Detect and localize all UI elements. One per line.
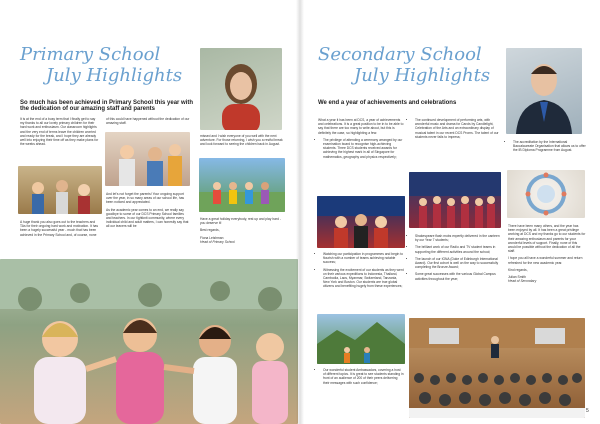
title-line-1: Primary School [20, 44, 161, 65]
portrait-illustration [506, 48, 582, 134]
parents-paragraph: And let's not forget the parents! Your ongoing support over the year, in so many areas of our school life, has been noticed and appreciated. [106, 192, 185, 205]
col1-middle-text [318, 252, 404, 292]
head-of-primary-photo [200, 48, 282, 130]
children-activity-photo [105, 132, 190, 186]
children-dancing-photo [0, 259, 298, 424]
thanks-paragraph: There have been many others, and the year has been enjoyed by all. It has been a great privilege working at DCS and my thanks go to our students for their amazing enthusiasm and parents for your wonderful levels of support. Finally, none of this would be possible without the dedication of all the staff. [508, 224, 586, 254]
students-award-photo [317, 196, 405, 248]
col3-top-text [508, 140, 586, 156]
summer-paragraph: I hope you all have a wonderful summer and return refreshed for the new academic year. [508, 256, 583, 265]
col1-bullet-list-2 [318, 252, 404, 289]
col2-bullet-list [410, 118, 500, 139]
title-line-2: July Highlights [354, 65, 491, 86]
col1-text [318, 118, 404, 162]
holiday-wish: Have a great holiday everybody, rest up and play hard - you deserve it! [200, 217, 281, 226]
col2-top-text [410, 118, 500, 142]
classroom-photo [18, 166, 102, 214]
bullet-item: • Some great successes with the various Global Campus activities throughout the year; [415, 272, 500, 280]
signature-role: Head of Primary School [200, 239, 235, 244]
page-subtitle: So much has been achieved in Primary School this year with the dedication of our amazing staff and parents [20, 100, 194, 112]
bullet-item: • Our wonderful student Ambassadors, covering a host of different topics. It is great to see students standing in front of an audience of 200 of their peers delivering their messages with such confidence; [323, 368, 404, 385]
bullet-item: • The launch of our IGNA (Duke of Edinburgh International Award). Our first cohort is well on the way to successfully completing the Bronze Award; [415, 257, 500, 270]
title-line-2: July Highlights [46, 65, 183, 86]
intro-paragraph: What a year it has been at DCS, a year of achievements and celebrations. It is a great position to be in to be able to say that there are too many to write about, but this is definitely the case, so highlighting a few: [318, 118, 404, 135]
outdoor-group-photo [199, 158, 285, 212]
bullet-item: • Shakespeare flash mobs expertly delivered in the canteen by our Year 7 students; [415, 234, 500, 242]
page-subtitle: We end a year of achievements and celebrations [318, 100, 457, 106]
bullet-item: • The privilege of attending a ceremony arranged by our examination board to recognise high-achieving students. Three DCS students received awards for achieving the highest mark in all of Singapore for mathematics, geography and physics respectively; [323, 138, 404, 159]
regards: Best regards, [200, 228, 220, 233]
col2-mid-text [106, 192, 190, 232]
col2-middle-text [410, 234, 500, 284]
bullet-item: • The continued development of performing arts, with wonderful music and drama for Carols by Candlelight, Celebration of the Arts and an extraordinary display of musical talent in our recent DCS Proms. The talent of our students never fails to impress; [415, 118, 500, 139]
col2-bullet-list-2 [410, 234, 500, 281]
intro-paragraph: It is at the end of a busy term that I finally get to say my thanks to all our lovely primary children for their hard work and enthusiasm. Our classroom highlights and the very end of terms leave the children worried and ready for the break, and I hope they are already well into enjoying their time off as they make plans for the weeks ahead. [20, 117, 99, 147]
regards: Kind regards, [508, 267, 528, 272]
expedition-photo [317, 314, 405, 364]
col1-lower-text: A huge thank you also goes out to the teachers and TAs for their ongoing hard work and motivation. It has been a hugely successful year - much that has been achieved in the Primary School and, of course, none [20, 220, 99, 237]
col1-bullet-list-3 [318, 368, 404, 385]
col1-bullet-list [318, 138, 404, 159]
ib-programme-diagram [507, 170, 585, 218]
col1-text [20, 117, 100, 149]
col1-bottom-text [318, 368, 404, 388]
signature-role: Head of Secondary [508, 279, 537, 284]
bullet-item: • Witnessing the excitement of our students as they went on their various expeditions to Indonesia, Thailand, Cambodia, Laos, Myanmar, Switzerland, Tanzania, New York and Boston. Our students are true global citizens and benefiting hugely from these experiences; [323, 268, 404, 289]
head-of-secondary-photo [506, 48, 582, 134]
secondary-school-page [300, 0, 600, 424]
page-number: 5 [586, 408, 589, 414]
signature-name: Fiona Leishman [200, 235, 224, 240]
bullet-item: • The brilliant work of our Radio and TV student teams in supporting the different activities around the school; [415, 245, 500, 253]
assembly-hall-photo [409, 318, 585, 418]
col3-bullet-list [508, 140, 586, 153]
col3-bottom-text [508, 224, 586, 283]
signature-name: Julian Smith [508, 275, 526, 280]
bullet-item: • The accreditation by the International Baccalaureate Organisation that allows us to offer the IB Diploma Programme from August. [513, 140, 586, 153]
bullet-item: • Watching our participation in programmes and begin to flourish with a number of teams achieving notable success; [323, 252, 404, 265]
title-line-1: Secondary School [318, 44, 482, 65]
performing-arts-photo [409, 172, 501, 228]
col3-top-text: missed and I wish everyone of you well with the next adventure. For those returning, I wish you a restful break and look forward to seeing the children back in August. [200, 134, 283, 147]
col2-top-text: of this could have happened without the dedication of our amazing staff. [106, 117, 190, 126]
page-title [20, 44, 182, 86]
portrait-illustration [200, 48, 282, 130]
leavers-paragraph: As the academic year comes to an end, we really say goodbye to some of our DCS Primary School families and teachers. In our tightknit community, where every individual child and adult matters, I can honestly say that all our leavers will be [106, 207, 189, 229]
col3-bottom-text [200, 217, 285, 244]
page-title [318, 44, 490, 86]
